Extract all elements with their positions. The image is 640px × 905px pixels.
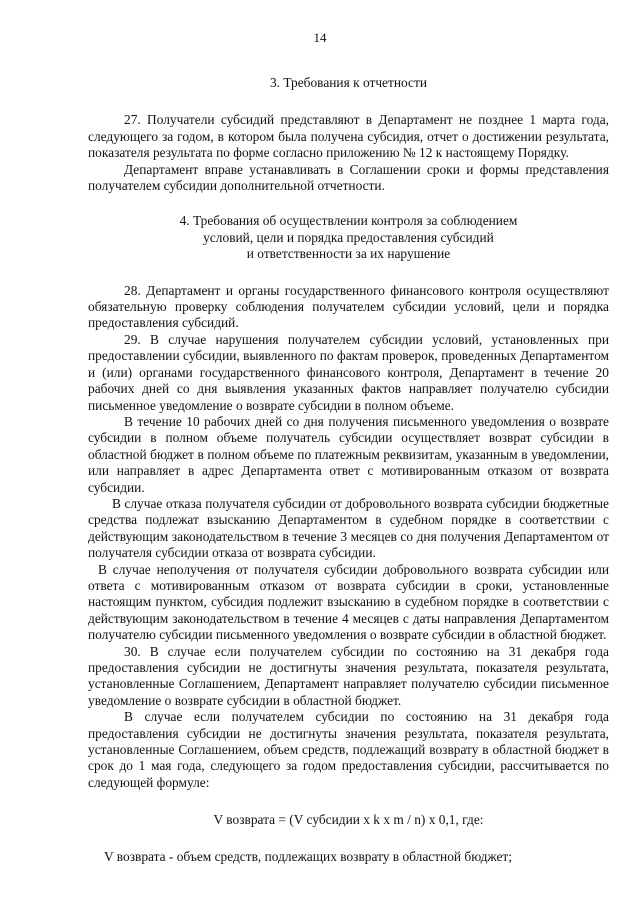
section-4-heading-line: и ответственности за их нарушение [246,246,451,262]
section-3-heading: 3. Требования к отчетности [269,75,428,90]
paragraph-29: 29. В случае нарушения получателем субсидии условий, установленных при предоставлении субсидии, выявленного по фактам проверок, проведенных Департаментом и (или) органами государственного финансового контроля, Департамент в течение 20 рабочих дней со дня выявления указанных фактов направляет получателю субсидии письменное уведомление о возврате субсидии в полном объеме. [88,331,609,413]
paragraph-27-additional-reporting: Департамент вправе устанавливать в Соглашении сроки и формы представления получателем субсидии дополнительной отчетности. [88,161,609,194]
return-formula: V возврата = (V субсидии x k x m / n) x 0,1, где: [213,812,484,828]
section-4-heading-line: условий, цели и порядка предоставления субсидий [203,229,494,245]
paragraph-28: 28. Департамент и органы государственного финансового контроля осуществляют обязательную проверку соблюдения получателем субсидии условий, цели и порядка предоставления субсидий. [88,282,609,331]
page-number: 14 [313,30,327,45]
paragraph-29-return-within-10-days: В течение 10 рабочих дней со дня получения письменного уведомления о возврате субсидии в полном объеме получатель субсидии осуществляет возврат субсидии в областной бюджет в полном объеме по платежным реквизитам, указанным в уведомлении, или направляет в адрес Департамента ответ с мотивированным отказом от возврата субсидии. [88,413,609,495]
section-4-heading [88,213,609,262]
formula-definition-v-return: V возврата - объем средств, подлежащих возврату в областной бюджет; [104,848,512,864]
paragraph-30-formula-intro: В случае если получателем субсидии по состоянию на 31 декабря года предоставления субсидии не достигнуты значения результата, показателя результата, установленные Соглашением, объем средств, подлежащий возврату в областной бюджет в срок до 1 мая года, следующего за годом предоставления субсидии, рассчитывается по следующей формуле: [88,709,609,790]
paragraph-27: 27. Получатели субсидий представляют в Департамент не позднее 1 марта года, следующего за годом, в котором была получена субсидия, отчет о достижении результата, показателя результата по форме согласно приложению № 12 к настоящему Порядку. [88,112,609,161]
paragraph-29-non-receipt: В случае неполучения от получателя субсидии добровольного возврата субсидии или ответа с мотивированным отказом от возврата субсидии в сроки, установленные настоящим пунктом, субсидия подлежит взысканию в судебном порядке в соответствии с действующим законодательством в течение 4 месяцев с даты направления Департаментом получателю субсидии письменного уведомления о возврате субсидии в областной бюджет. [88,561,609,643]
document-body [88,75,609,865]
paragraph-29-refusal: В случае отказа получателя субсидии от добровольного возврата субсидии бюджетные средства подлежат взысканию Департаментом в судебном порядке в соответствии с действующим законодательством в течение 3 месяцев со дня получения Департаментом от получателя субсидии отказа от возврата субсидии. [88,495,609,561]
paragraph-30: 30. В случае если получателем субсидии по состоянию на 31 декабря года предоставления субсидии не достигнуты значения результата, показателя результата, установленные Соглашением, Департамент направляет получателю субсидии письменное уведомление о возврате субсидии в областной бюджет. [88,643,609,708]
section-4-heading-line: 4. Требования об осуществлении контроля за соблюдением [179,213,518,229]
